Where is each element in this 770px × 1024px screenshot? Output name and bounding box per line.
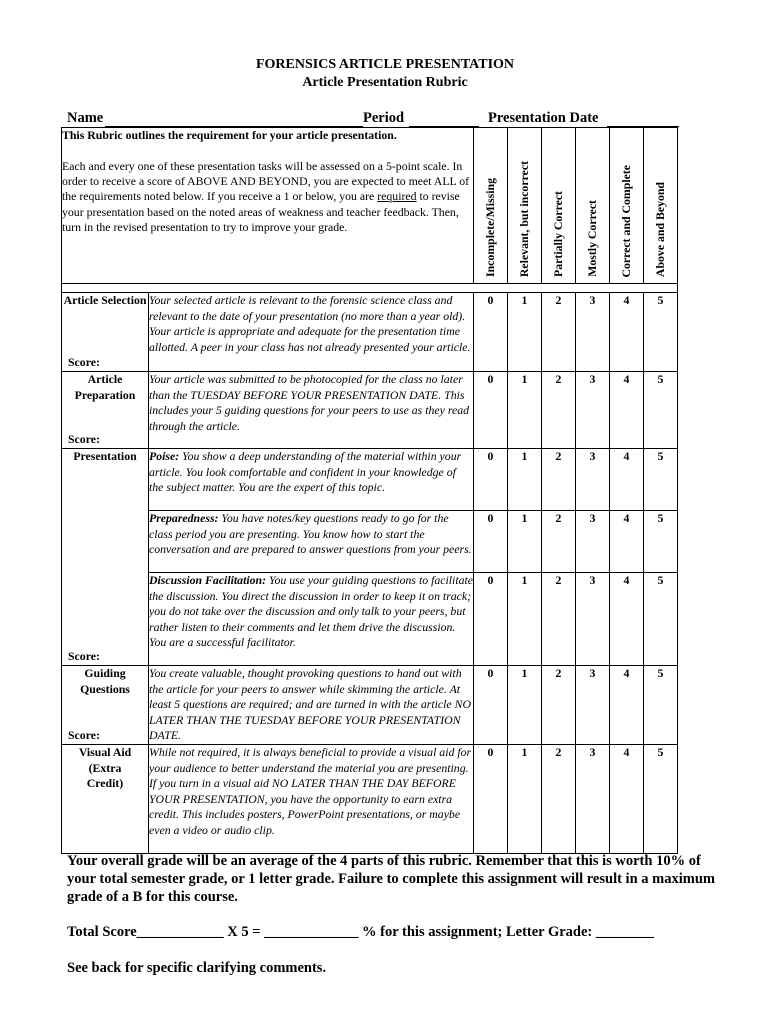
category-cell: Visual Aid (Extra Credit) <box>62 744 149 853</box>
rubric-row-preparedness <box>62 511 678 573</box>
score-3[interactable]: 3 <box>576 744 610 853</box>
see-back-note: See back for specific clarifying comments. <box>67 960 327 976</box>
date-label: Presentation Date <box>488 110 599 126</box>
column-header: Correct and Complete <box>610 128 644 284</box>
score-3[interactable]: 3 <box>576 666 610 745</box>
score-1[interactable]: 1 <box>508 573 542 666</box>
score-label: Score: <box>68 432 100 447</box>
rubric-row-guiding-questions <box>62 666 678 745</box>
rubric-intro <box>62 128 474 284</box>
score-5[interactable]: 5 <box>644 449 678 511</box>
score-5[interactable]: 5 <box>644 744 678 853</box>
criteria-description: Poise: You show a deep understanding of the material within your article. You look comfortable and confident in your knowledge of the subject matter. You are the expert of this topic. <box>149 449 474 511</box>
score-4[interactable]: 4 <box>610 573 644 666</box>
score-4[interactable]: 4 <box>610 744 644 853</box>
student-info-fields <box>67 110 679 128</box>
score-3[interactable]: 3 <box>576 293 610 372</box>
score-0[interactable]: 0 <box>474 573 508 666</box>
score-4[interactable]: 4 <box>610 511 644 573</box>
rubric-row-poise <box>62 449 678 511</box>
score-1[interactable]: 1 <box>508 511 542 573</box>
total-score-line: Total Score____________ X 5 = _____________ % for this assignment; Letter Grade: ________ <box>67 924 654 940</box>
rubric-row-article-selection <box>62 293 678 372</box>
column-header: Relevant, but incorrect <box>508 128 542 284</box>
rubric-header-row <box>62 128 678 284</box>
score-3[interactable]: 3 <box>576 511 610 573</box>
score-3[interactable]: 3 <box>576 449 610 511</box>
category-cell: Article Selection Score: <box>62 293 149 372</box>
intro-body: Each and every one of these presentation tasks will be assessed on a 5-point scale. In order to receive a score of ABOVE AND BEYOND, you are expected to meet ALL of the requirements noted below. If you receive a 1 or below, you are required to revise your presentation based on the noted areas of weakness and teacher feedback. Then, turn in the revised presentation to try to improve your grade. <box>62 158 470 235</box>
score-1[interactable]: 1 <box>508 666 542 745</box>
score-4[interactable]: 4 <box>610 666 644 745</box>
column-header: Incomplete/Missing <box>474 128 508 284</box>
score-0[interactable]: 0 <box>474 449 508 511</box>
score-4[interactable]: 4 <box>610 293 644 372</box>
score-1[interactable]: 1 <box>508 744 542 853</box>
score-0[interactable]: 0 <box>474 372 508 449</box>
score-0[interactable]: 0 <box>474 511 508 573</box>
score-1[interactable]: 1 <box>508 372 542 449</box>
category-cell: Article Preparation Score: <box>62 372 149 449</box>
score-label: Score: <box>68 649 100 664</box>
criteria-description: You create valuable, thought provoking questions to hand out with the article for your peers to answer while skimming the article. At least 5 questions are required; and are turned in with the article NO LATER THAN THE TUESDAY BEFORE YOUR PRESENTATION DATE. <box>149 666 474 745</box>
score-2[interactable]: 2 <box>542 449 576 511</box>
score-2[interactable]: 2 <box>542 372 576 449</box>
document-title: FORENSICS ARTICLE PRESENTATION <box>255 57 515 72</box>
grade-note: Your overall grade will be an average of the 4 parts of this rubric. Remember that this is worth 10% of your total semester grade, or 1 letter grade. Failure to complete this assignment will result in a maximum grade of a B for this course. <box>67 853 715 905</box>
score-3[interactable]: 3 <box>576 573 610 666</box>
score-3[interactable]: 3 <box>576 372 610 449</box>
score-1[interactable]: 1 <box>508 293 542 372</box>
criteria-description: Your article was submitted to be photocopied for the class no later than the TUESDAY BEFORE YOUR PRESENTATION DATE. This includes your 5 guiding questions for your peers to use as they read through the article. <box>149 372 474 449</box>
score-0[interactable]: 0 <box>474 744 508 853</box>
rubric-row-discussion-facilitation <box>62 573 678 666</box>
column-header: Above and Beyond <box>644 128 678 284</box>
score-5[interactable]: 5 <box>644 293 678 372</box>
criteria-description: While not required, it is always beneficial to provide a visual aid for your audience to better understand the material you are presenting. If you turn in a visual aid NO LATER THAN THE DAY BEFORE YOUR PRESENTATION, you have the opportunity to earn extra credit. This includes posters, PowerPoint presentations, or maybe even a video or audio clip. <box>149 744 474 853</box>
rubric-row-article-preparation <box>62 372 678 449</box>
score-label: Score: <box>68 728 100 743</box>
category-cell: Guiding Questions Score: <box>62 666 149 745</box>
criteria-description: Your selected article is relevant to the forensic science class and relevant to the date of your presentation (no more than a year old). Your article is appropriate and adequate for the presentation time allotted. A peer in your class has not already presented your article. <box>149 293 474 372</box>
score-0[interactable]: 0 <box>474 666 508 745</box>
score-5[interactable]: 5 <box>644 573 678 666</box>
criteria-description: Preparedness: You have notes/key questions ready to go for the class period you are presenting. You know how to start the conversation and are prepared to answer questions from your peers. <box>149 511 474 573</box>
score-5[interactable]: 5 <box>644 511 678 573</box>
score-label: Score: <box>68 355 100 370</box>
score-1[interactable]: 1 <box>508 449 542 511</box>
document-subtitle: Article Presentation Rubric <box>302 75 468 90</box>
criteria-description: Discussion Facilitation: You use your guiding questions to facilitate the discussion. You direct the discussion in order to keep it on track; you do not take over the discussion and only talk to your peers, but rather listen to their comments and let them drive the discussion. You are a successful facilitator. <box>149 573 474 666</box>
column-header: Partially Correct <box>542 128 576 284</box>
rubric-row-visual-aid <box>62 744 678 853</box>
column-header: Mostly Correct <box>576 128 610 284</box>
spacer-row <box>62 284 678 293</box>
score-5[interactable]: 5 <box>644 666 678 745</box>
score-2[interactable]: 2 <box>542 744 576 853</box>
period-label: Period <box>363 110 405 126</box>
score-2[interactable]: 2 <box>542 573 576 666</box>
score-0[interactable]: 0 <box>474 293 508 372</box>
score-2[interactable]: 2 <box>542 293 576 372</box>
category-cell: Presentation Score: <box>62 449 149 666</box>
score-4[interactable]: 4 <box>610 372 644 449</box>
score-5[interactable]: 5 <box>644 372 678 449</box>
score-2[interactable]: 2 <box>542 511 576 573</box>
intro-heading: This Rubric outlines the requirement for your article presentation. <box>62 128 397 142</box>
name-label: Name <box>67 110 104 126</box>
score-4[interactable]: 4 <box>610 449 644 511</box>
rubric-table <box>61 127 678 854</box>
score-2[interactable]: 2 <box>542 666 576 745</box>
